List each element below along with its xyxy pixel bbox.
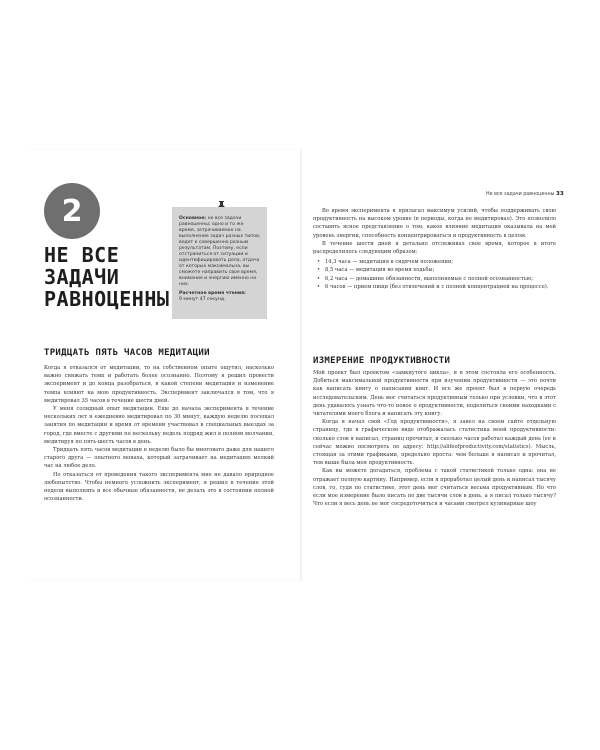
right-body [313,369,556,508]
paragraph: Когда я начал свой «Год продуктивности», я завел на своем сайте отдельную страницу, где в графическом виде отображалась статистика моей продуктивности: сколько слов я написал, страниц прочитал, и сколько часов работал каждый день (ее и сейчас можно посмотреть по адресу: http://alifeofproductivity.com/statistics). Мысль, стоящая за этими графиками, предельно проста: чем больше я написал и прочитал, тем выше была моя продуктивность. [313,419,556,467]
summary-text: не все задачи равноценны; одно и то же время, затрачиваемое на выполнение задач разных типов, ведет к совершенно разным результатам. Поэтому, если отстраниться от ситуации и идентифицировать дела, отдача от которых максимальна, вы сможете направить свое время, внимание и энергию именно на них. [179,216,261,287]
page-number: 33 [556,191,564,197]
chapter-title: НЕ ВСЕ ЗАДАЧИ РАВНОЦЕННЫ [44,243,170,311]
paragraph: В течение шести дней я детально отслеживал свое время, которое в итоге распределилось следующим образом: [313,240,556,256]
list-item: • 14,3 часа — медитация в сидячем положении; [313,258,556,266]
reading-time-label: Расчетное время чтения: [179,291,246,296]
list-item: • 6,2 часа — домашние обязанности, выполняемые с полной осознанностью; [313,275,556,283]
running-head: Не все задачи равноценны [486,192,555,197]
summary-lead: Основное: [179,216,207,221]
reading-time-value: 9 минут 47 секунд. [179,297,226,302]
paragraph: Как вы можете догадаться, проблема с такой статистикой только одна: она не отражает полную картину. Например, если я проработал целый день и написал тысячу слов, то, судя по статистике, этот день мог считаться весьма продуктивным. Но что если мое измерение было писать по две тысячи слов в день, а я писал только тысячу? Что если я весь день не мог сосредоточиться и часами смотрел кулинарные шоу [313,468,556,508]
section-title-measuring: ИЗМЕРЕНИЕ ПРОДУКТИВНОСТИ [313,356,451,366]
paragraph: Во время эксперимента я прилагал максимум усилий, чтобы поддерживать свою продуктивность на высоком уровне (в периоды, когда не медитировал). Это позволило составить ясное представление о том, какое влияние медитация оказывала на мой уровень энергии, способность концентрироваться и продуктивность в целом. [313,208,556,239]
paragraph: Тридцать пять часов медитации в неделю было бы многовато даже для нашего старого друга — опытного монаха, который затрачивает на медитацию мелкий час на любое дело. [44,447,274,470]
paragraph: Мой проект был проектом «замкнутого цикла», и в этом состояла его особенность. Добиться максимальной продуктивности при изучении продуктивности — это почти как написать книгу о написании книг. И все же проект был в первую очередь исследовательским. День мог считаться продуктивным только при условии, что в этот день удавалось узнать что-то новое о продуктивности, поделиться своими находками с читателями моего блога и написать эту книгу. [313,370,556,418]
paragraph: Но отказаться от проведения такого эксперимента мне не давало природное любопытство. Чтобы немного усложнить эксперимент, я решил в течение этой недели выполнять и все обычные обязанности, не делать это в состоянии полной осознанности. [44,471,274,503]
left-body [44,364,274,503]
right-intro [313,207,556,294]
paragraph: Когда я отказался от медитации, то на собственном опыте ощутил, насколько важно снижать темп и работать более осознанно. Поэтому я решил провести эксперимент и до конца разобраться, в какой степени медитация и изменение темпа влияют на мою продуктивность. Эксперимент заключался в том, что я медитировал 35 часов в течение шести дней. [44,365,274,404]
list-item: • 6 часов — прием пищи (без отвлечений и с полной концентрацией на процессе). [313,283,556,291]
paragraph: У меня солидный опыт медитации. Еще до начала эксперимента в течение нескольких лет я ежедневно медитировал по 30 минут, каждую неделю посещал занятия по медитации и время от времени участвовал в специальных выездах за город, где вместе с другими по нескольку недель подряд жил в полном молчании, медитируя по пять-шесть часов в день. [44,406,274,445]
section-title-meditation: ТРИДЦАТЬ ПЯТЬ ЧАСОВ МЕДИТАЦИИ [44,348,210,358]
list-item: • 8,5 часа — медитация во время ходьбы; [313,266,556,274]
reading-time [179,291,261,303]
chapter-summary-box [172,207,267,319]
chapter-number: 2 [44,183,100,239]
time-breakdown-list [313,258,556,291]
